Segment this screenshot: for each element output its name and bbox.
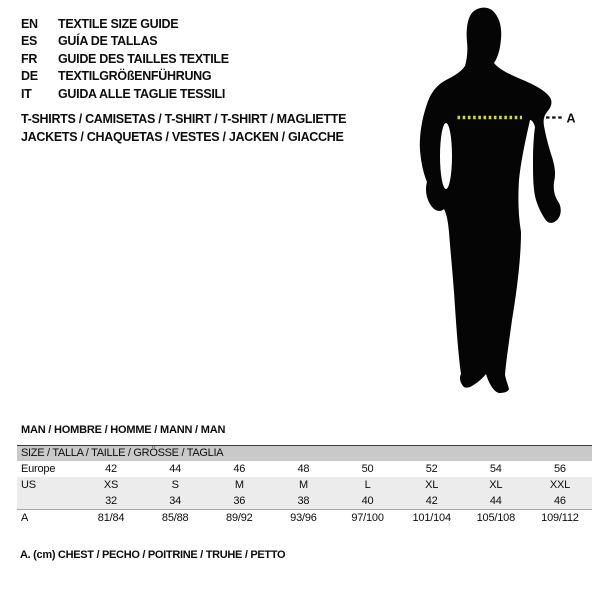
language-code: EN (21, 17, 38, 31)
language-row (21, 68, 229, 85)
table-cell: XS (103, 478, 119, 491)
man-silhouette (420, 8, 561, 393)
table-row-us-numeric (17, 493, 592, 510)
table-cell: M (234, 478, 244, 491)
table-cell: 81/84 (97, 511, 125, 524)
table-cell: 32 (105, 494, 117, 507)
table-cell: 40 (361, 494, 374, 507)
garment-categories (21, 110, 346, 146)
table-cell: 44 (489, 494, 502, 507)
table-cell: 109/112 (541, 511, 579, 524)
table-cell: S (171, 478, 179, 491)
size-table-header: SIZE / TALLA / TAILLE / GRÖSSE / TAGLIA (17, 446, 592, 461)
language-code: FR (21, 51, 38, 66)
language-row (21, 16, 229, 33)
table-cell: 36 (233, 494, 246, 507)
table-cell: 42 (105, 462, 117, 475)
table-cell: M (298, 478, 308, 491)
language-title: GUIDE DES TAILLES TEXTILE (58, 51, 229, 66)
measurement-footnote: A. (cm) CHEST / PECHO / POITRINE / TRUHE / PETTO (20, 549, 286, 561)
table-cell: 38 (297, 494, 310, 507)
language-list (21, 16, 229, 103)
table-cell: XL (425, 478, 439, 491)
row-label: Europe (21, 462, 56, 475)
language-row (21, 33, 229, 50)
table-cell: 46 (233, 462, 246, 475)
table-row-chest (17, 510, 592, 526)
table-row-europe (17, 461, 592, 477)
language-row (21, 86, 229, 103)
table-cell: 48 (297, 462, 310, 475)
language-title: TEXTILGRÖßENFÜHRUNG (58, 69, 212, 84)
row-label: US (21, 478, 36, 491)
language-row (21, 51, 229, 68)
table-row-us (17, 477, 592, 493)
table-cell: L (364, 478, 371, 491)
table-cell: 89/92 (226, 511, 253, 524)
category-tshirts: T-SHIRTS / CAMISETAS / T-SHIRT / T-SHIRT / MAGLIETTE (21, 112, 347, 126)
language-code: ES (21, 34, 38, 49)
language-title: GUÍA DE TALLAS (58, 34, 158, 49)
measure-label-a: A (566, 111, 576, 126)
table-cell: 54 (489, 462, 502, 475)
table-cell: 44 (169, 462, 182, 475)
language-code: IT (21, 86, 32, 101)
table-cell: 105/108 (476, 511, 515, 524)
table-cell: 50 (361, 462, 374, 475)
table-cell: 34 (169, 494, 182, 507)
table-cell: 85/88 (161, 511, 189, 524)
table-cell: 97/100 (351, 511, 384, 524)
language-code: DE (21, 69, 38, 84)
row-label: A (21, 511, 29, 524)
table-cell: 52 (425, 462, 438, 475)
language-title: GUIDA ALLE TAGLIE TESSILI (58, 86, 226, 101)
table-cell: XL (489, 478, 503, 491)
category-jackets: JACKETS / CHAQUETAS / VESTES / JACKEN / GIACCHE (21, 130, 344, 144)
arm-gap (440, 123, 452, 189)
table-cell: 42 (425, 494, 438, 507)
size-table (17, 445, 592, 526)
table-cell: 46 (554, 494, 566, 507)
table-cell: 56 (554, 462, 566, 475)
language-title: TEXTILE SIZE GUIDE (58, 17, 179, 31)
table-cell: 101/104 (412, 511, 451, 524)
table-cell: XXL (549, 478, 571, 491)
table-cell: 93/96 (290, 511, 317, 524)
gender-section-label: MAN / HOMBRE / HOMME / MANN / MAN (21, 424, 226, 436)
